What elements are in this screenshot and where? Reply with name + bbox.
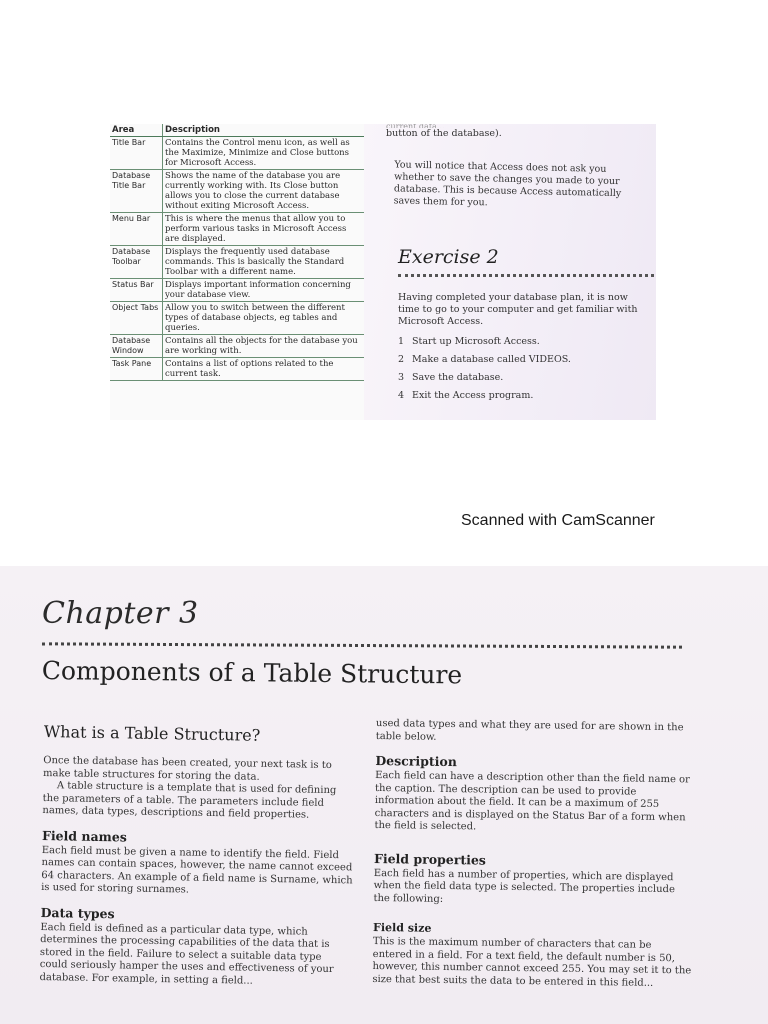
intro-paragraph-2: A table structure is a template that is used for defining the parameters of a table. The parameters include field names, data types, descriptions and field properties. [42, 780, 337, 821]
description-cell: Shows the name of the database you are currently working with. Its Close button allows you to close the current database without exiting Microsoft Access. [163, 170, 365, 213]
exercise-intro: Having completed your database plan, it is now time to go to your computer and get familiar with Microsoft Access. [398, 292, 638, 327]
table-row [110, 302, 364, 335]
chapter-label: Chapter 3 [42, 596, 199, 631]
area-cell: Object Tabs [110, 302, 163, 335]
column-header-area: Area [110, 124, 163, 137]
table-row [110, 246, 364, 279]
area-cell: Task Pane [110, 358, 163, 381]
table-row [110, 279, 364, 302]
dotted-divider [398, 274, 654, 277]
camscanner-watermark: Scanned with CamScanner [461, 512, 655, 529]
exercise-step [398, 390, 650, 408]
table-row [110, 170, 364, 213]
table-row [110, 137, 364, 170]
description-cell: Contains the Control menu icon, as well as the Maximize, Minimize and Close buttons for Microsoft Access. [163, 137, 365, 170]
description-cell: Contains all the objects for the database you are working with. [163, 335, 365, 358]
description-cell: Displays the frequently used database commands. This is basically the Standard Toolbar with a different name. [163, 246, 365, 279]
exercise-step [398, 336, 650, 354]
field-size-paragraph: This is the maximum number of characters that can be entered in a field. For a text field, the default number is 50, however, this number cannot exceed 255. You may set it to the size that best suits the data to be entered in this field... [372, 935, 692, 989]
step-text: Save the database. [412, 372, 504, 383]
data-types-paragraph: Each field is defined as a particular data type, which determines the processing capabilities of the data that is stored in the field. Failure to select a suitable data type could seriously hamper the uses and effectiveness of your database. For example, in setting a field... [39, 921, 334, 987]
description-paragraph: Each field can have a description other than the field name or the caption. The description can be used to provide information about the field. It can be a maximum of 255 characters and is displayed on the Status Bar of a form when the field is selected. [374, 769, 690, 833]
area-cell: Menu Bar [110, 213, 163, 246]
field-properties-paragraph: Each field has a number of properties, which are displayed when the field data type is selected. The properties include the following: [373, 867, 675, 905]
area-cell: Database Title Bar [110, 170, 163, 213]
table-row [110, 358, 364, 381]
exercise-title: Exercise 2 [398, 246, 499, 268]
snippet-line: button of the database). [386, 128, 502, 139]
column-header-description: Description [163, 124, 365, 137]
step-text: Start up Microsoft Access. [412, 336, 540, 347]
field-names-heading: Field names [41, 827, 127, 844]
section-heading: What is a Table Structure? [43, 722, 261, 745]
exercise-panel [364, 124, 656, 420]
chapter-title: Components of a Table Structure [41, 656, 463, 690]
step-number: 1 [398, 336, 405, 347]
autosave-note: You will notice that Access does not ask you whether to save the changes you made to your database. This is because Access automatically saves them for you. [393, 159, 622, 209]
step-text: Make a database called VIDEOS. [412, 354, 571, 365]
exercise-steps [398, 336, 650, 408]
area-description-table-panel [110, 124, 364, 420]
description-cell: Displays important information concerning your database view. [163, 279, 365, 302]
table-header-row [110, 124, 364, 137]
area-description-table [110, 124, 364, 381]
chapter-page [0, 566, 768, 1024]
exercise-step [398, 372, 650, 390]
area-cell: Database Toolbar [110, 246, 163, 279]
description-cell: This is where the menus that allow you to perform various tasks in Microsoft Access are displayed. [163, 213, 365, 246]
area-cell: Title Bar [110, 137, 163, 170]
right-column [372, 718, 696, 1000]
data-types-heading: Data types [40, 904, 115, 921]
description-cell: Allow you to switch between the different types of database objects, eg tables and queries. [163, 302, 365, 335]
description-heading: Description [375, 752, 457, 770]
exercise-step [398, 354, 650, 372]
step-text: Exit the Access program. [412, 390, 534, 401]
intro-paragraph: Once the database has been created, your next task is to make table structures for storing the data. [43, 754, 332, 783]
area-cell: Database Window [110, 335, 163, 358]
step-number: 3 [398, 372, 405, 383]
field-size-heading: Field size [372, 920, 432, 935]
chapter-dotted-divider [42, 642, 682, 648]
field-names-paragraph: Each field must be given a name to identify the field. Field names can contain spaces, however, the name cannot exceed 64 characters. An example of a field name is Surname, which is used for storing surnames. [41, 844, 353, 896]
left-column [39, 722, 356, 999]
step-number: 4 [398, 390, 405, 401]
table-row [110, 213, 364, 246]
area-cell: Status Bar [110, 279, 163, 302]
previous-text-snippet [386, 124, 502, 140]
continued-paragraph: used data types and what they are used for are shown in the table below. [375, 718, 684, 743]
table-row [110, 335, 364, 358]
description-cell: Contains a list of options related to the current task. [163, 358, 365, 381]
step-number: 2 [398, 354, 405, 365]
field-properties-heading: Field properties [373, 850, 487, 868]
